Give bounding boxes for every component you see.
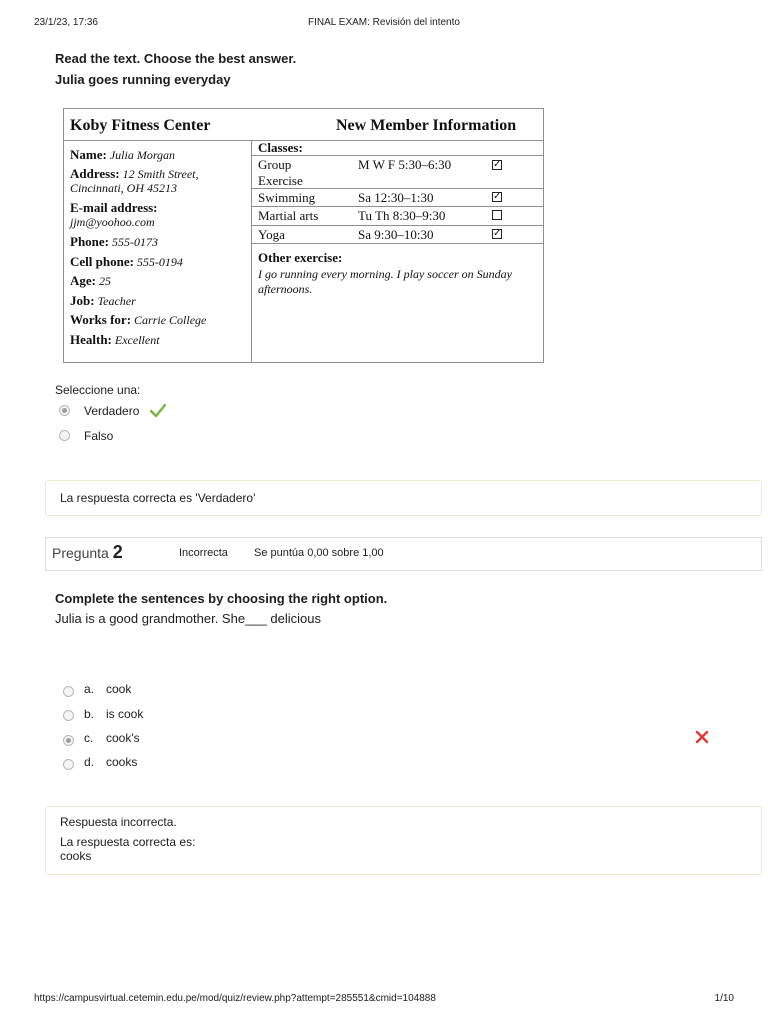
class-name-group-exercise: Group Exercise <box>258 157 303 188</box>
option-d-label[interactable]: cooks <box>106 755 138 769</box>
class-time-martial-arts: Tu Th 8:30–9:30 <box>358 208 446 223</box>
field-name: Name: Julia Morgan <box>70 147 176 162</box>
field-job: Job: Teacher <box>70 293 136 308</box>
field-health: Health: Excellent <box>70 332 160 347</box>
checkbox-unchecked-icon <box>492 210 502 220</box>
option-c-radio[interactable] <box>63 735 74 746</box>
classes-row-divider <box>251 225 543 226</box>
question-number: 2 <box>112 542 123 562</box>
option-b-letter: b. <box>84 707 95 721</box>
select-one-label: Seleccione una: <box>55 383 141 397</box>
option-c-label[interactable]: cook's <box>106 731 140 745</box>
option-true-radio[interactable] <box>59 405 70 416</box>
field-phone: Phone: 555-0173 <box>70 234 158 249</box>
option-a-letter: a. <box>84 682 95 696</box>
option-a-label[interactable]: cook <box>106 682 132 696</box>
option-true-label[interactable]: Verdadero <box>84 404 140 418</box>
print-datetime: 23/1/23, 17:36 <box>34 17 98 28</box>
q1-statement: Julia goes running everyday <box>55 72 231 87</box>
card-divider <box>64 140 543 141</box>
option-false-label[interactable]: Falso <box>84 429 114 443</box>
print-page-number: 1/10 <box>714 993 734 1004</box>
checkbox-checked-icon: ✓ <box>493 228 502 239</box>
option-c-letter: c. <box>84 731 94 745</box>
field-email-label: E-mail address: <box>70 200 158 215</box>
class-name-yoga: Yoga <box>258 227 285 242</box>
field-address-line2: Cincinnati, OH 45213 <box>70 181 177 195</box>
other-exercise-text: I go running every morning. I play soccer on Sunday afternoons. <box>258 267 512 296</box>
class-time-yoga: Sa 9:30–10:30 <box>358 227 434 242</box>
field-email-value: jjm@yoohoo.com <box>70 215 155 229</box>
classes-row-divider <box>251 155 543 156</box>
q1-feedback-text: La respuesta correcta es 'Verdadero' <box>60 491 256 505</box>
question-label: Pregunta 2 <box>52 542 123 562</box>
q2-feedback-result: Respuesta incorrecta. <box>60 815 177 829</box>
print-footer-url: https://campusvirtual.cetemin.edu.pe/mod/quiz/review.php?attempt=285551&cmid=104888 <box>34 993 436 1004</box>
classes-title: Classes: <box>258 140 303 155</box>
card-form-title: New Member Information <box>336 117 517 134</box>
q2-instruction: Complete the sentences by choosing the right option. <box>55 591 388 606</box>
option-a-radio[interactable] <box>63 686 74 697</box>
question-2-header <box>45 537 762 571</box>
option-d-radio[interactable] <box>63 759 74 770</box>
q2-feedback <box>45 806 762 875</box>
option-d-letter: d. <box>84 755 95 769</box>
checkbox-checked-icon: ✓ <box>493 191 502 202</box>
q1-feedback <box>45 480 762 516</box>
field-cell-phone: Cell phone: 555-0194 <box>70 254 183 269</box>
question-grade: Se puntúa 0,00 sobre 1,00 <box>254 547 384 559</box>
card-column-divider <box>251 140 252 362</box>
q2-feedback-correct-label: La respuesta correcta es: <box>60 835 196 849</box>
option-b-radio[interactable] <box>63 710 74 721</box>
classes-row-divider <box>251 206 543 207</box>
other-exercise-title: Other exercise: <box>258 250 343 265</box>
field-works-for: Works for: Carrie College <box>70 312 207 327</box>
card-center-name: Koby Fitness Center <box>70 117 211 134</box>
class-time-group-exercise: M W F 5:30–6:30 <box>358 157 452 172</box>
checkbox-checked-icon: ✓ <box>493 159 502 170</box>
class-name-martial-arts: Martial arts <box>258 208 319 223</box>
q1-instruction: Read the text. Choose the best answer. <box>55 51 297 66</box>
class-time-swimming: Sa 12:30–1:30 <box>358 190 434 205</box>
field-age: Age: 25 <box>70 273 111 288</box>
question-state: Incorrecta <box>179 547 228 559</box>
option-b-label[interactable]: is cook <box>106 707 144 721</box>
q2-feedback-correct-answer: cooks <box>60 849 92 863</box>
correct-check-icon <box>150 404 166 418</box>
classes-row-divider <box>251 243 543 244</box>
class-name-swimming: Swimming <box>258 190 316 205</box>
print-page-title: FINAL EXAM: Revisión del intento <box>308 17 460 28</box>
option-false-radio[interactable] <box>59 430 70 441</box>
field-address: Address: 12 Smith Street, <box>70 166 199 181</box>
incorrect-cross-icon <box>695 730 709 744</box>
q2-sentence: Julia is a good grandmother. She___ delicious <box>55 611 321 626</box>
fitness-center-card <box>63 108 544 363</box>
